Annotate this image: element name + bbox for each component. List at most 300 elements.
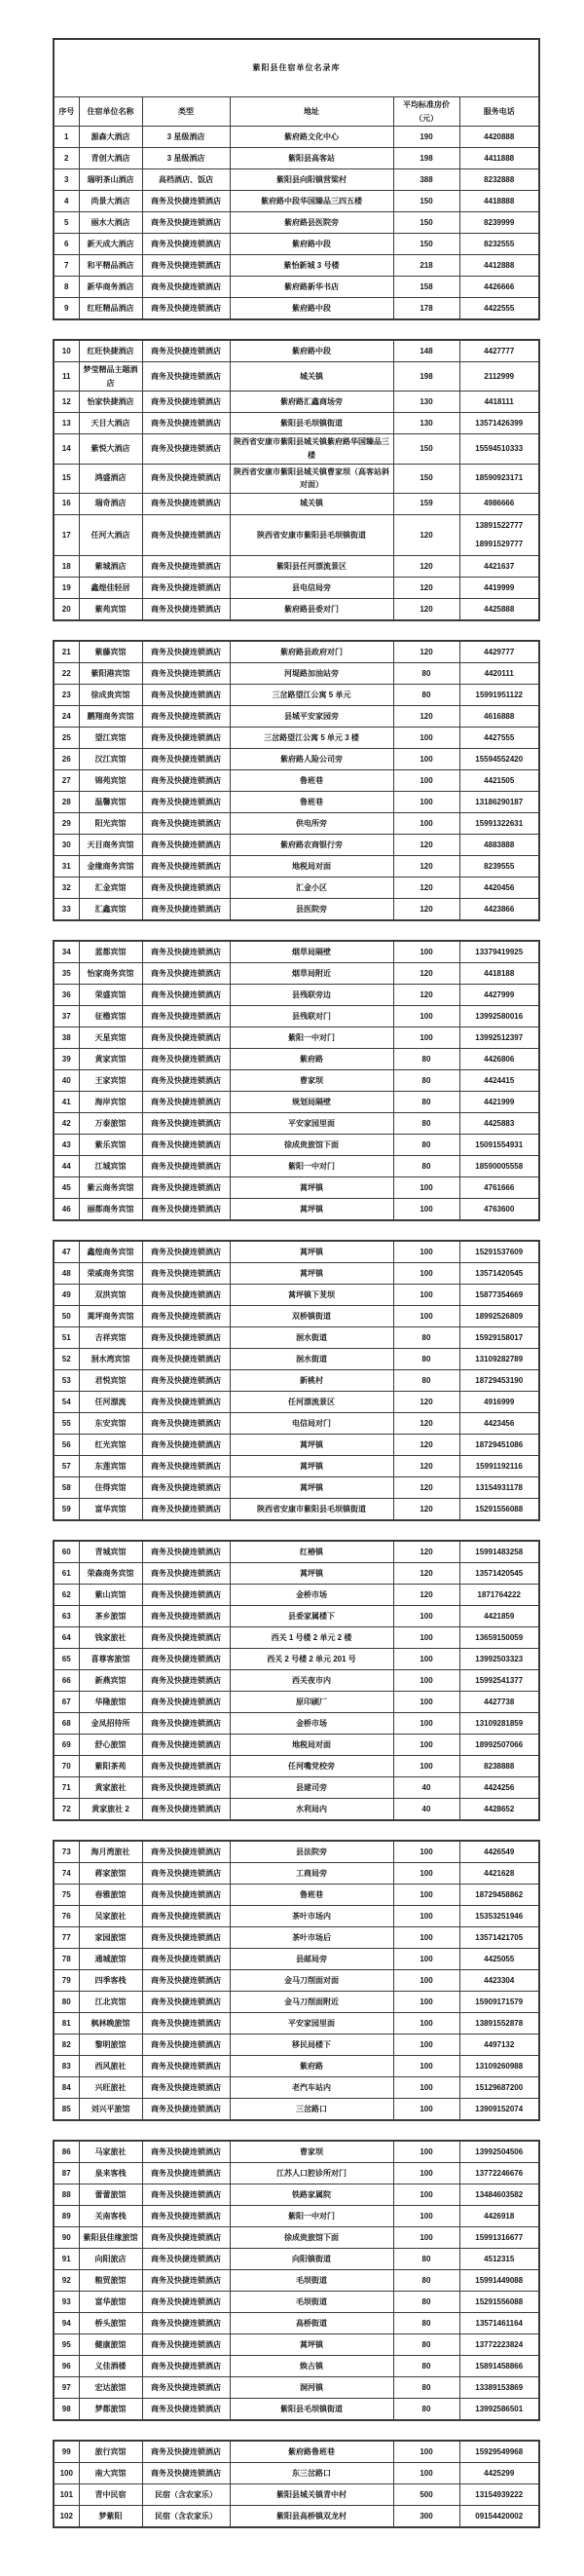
cell-seq: 80: [54, 1991, 79, 2012]
cell-address: 紫府路人险公司旁: [230, 748, 393, 769]
cell-address: 县残联对门: [230, 1005, 393, 1027]
cell-name: 双洪宾馆: [79, 1284, 142, 1305]
cell-address: 县邮局旁: [230, 1948, 393, 1969]
table-row: [54, 1541, 539, 1563]
cell-address: 老汽车站内: [230, 2076, 393, 2098]
cell-price: 120: [393, 1476, 459, 1498]
cell-type: 商务及快捷连锁酒店: [142, 662, 230, 684]
cell-type: 商务及快捷连锁酒店: [142, 1691, 230, 1712]
table-row: [54, 1605, 539, 1626]
cell-phone: 15353251946: [459, 1905, 539, 1926]
cell-price: 100: [393, 1841, 459, 1863]
cell-seq: 57: [54, 1455, 79, 1476]
cell-address: 金马刀削面附近: [230, 1991, 393, 2012]
cell-seq: 102: [54, 2505, 79, 2527]
table-row: [54, 1069, 539, 1091]
cell-price: 500: [393, 2483, 459, 2505]
cell-phone: 4428652: [459, 1798, 539, 1820]
cell-phone: 8239555: [459, 855, 539, 877]
table-row: [54, 1326, 539, 1348]
cell-type: 商务及快捷连锁酒店: [142, 1776, 230, 1798]
cell-price: 218: [393, 255, 459, 277]
cell-address: 紫府路农商银行旁: [230, 834, 393, 855]
cell-price: 100: [393, 1669, 459, 1691]
cell-type: 商务及快捷连锁酒店: [142, 298, 230, 320]
column-header-seq: 序号: [54, 97, 79, 127]
cell-address: 焕古镇: [230, 2355, 393, 2376]
cell-address: 双桥镇街道: [230, 1305, 393, 1326]
cell-phone: 13109260988: [459, 2055, 539, 2076]
directory-table-page-1: [53, 38, 540, 320]
cell-type: 商务及快捷连锁酒店: [142, 413, 230, 434]
table-row: [54, 748, 539, 769]
cell-name: 温馨宾馆: [79, 791, 142, 812]
cell-price: 100: [393, 1648, 459, 1669]
cell-seq: 10: [54, 340, 79, 362]
cell-type: 商务及快捷连锁酒店: [142, 392, 230, 413]
table-row: [54, 413, 539, 434]
cell-phone: 4497132: [459, 2034, 539, 2055]
cell-name: 汇鑫宾馆: [79, 898, 142, 920]
cell-seq: 100: [54, 2462, 79, 2483]
cell-type: 商务及快捷连锁酒店: [142, 2248, 230, 2269]
cell-price: 120: [393, 577, 459, 598]
cell-type: 商务及快捷连锁酒店: [142, 2184, 230, 2205]
cell-phone: 18590005558: [459, 1155, 539, 1176]
cell-type: 商务及快捷连锁酒店: [142, 962, 230, 984]
table-row: [54, 1134, 539, 1155]
table-row: [54, 362, 539, 392]
cell-price: 100: [393, 812, 459, 834]
cell-seq: 17: [54, 514, 79, 555]
cell-phone: 15594552420: [459, 748, 539, 769]
cell-address: 茶叶市场内: [230, 1905, 393, 1926]
table-row: [54, 1391, 539, 1412]
table-row: [54, 898, 539, 920]
cell-name: 海月湾旅社: [79, 1841, 142, 1863]
directory-table-page-9: [53, 2440, 540, 2528]
table-row: [54, 1584, 539, 1605]
table-row: [54, 1455, 539, 1476]
cell-phone: 4424415: [459, 1069, 539, 1091]
cell-name: 青中民宿: [79, 2483, 142, 2505]
cell-name: 紫乐宾馆: [79, 1134, 142, 1155]
cell-type: 商务及快捷连锁酒店: [142, 812, 230, 834]
cell-seq: 87: [54, 2162, 79, 2184]
directory-table-page-3: [53, 640, 540, 921]
cell-price: 80: [393, 1134, 459, 1155]
cell-seq: 68: [54, 1712, 79, 1734]
cell-price: 150: [393, 191, 459, 212]
header-row: [54, 97, 539, 127]
cell-price: 100: [393, 2205, 459, 2226]
table-row: [54, 1862, 539, 1884]
cell-name: 梦都旅馆: [79, 2398, 142, 2420]
cell-address: 紫阳县任河漂流景区: [230, 555, 393, 577]
cell-phone: 4427555: [459, 727, 539, 748]
cell-phone: 15991322631: [459, 812, 539, 834]
cell-phone: 4423456: [459, 1412, 539, 1434]
cell-seq: 13: [54, 413, 79, 434]
cell-address: 紫阳县高客站: [230, 148, 393, 169]
cell-price: 100: [393, 2226, 459, 2248]
cell-phone: 15909171579: [459, 1991, 539, 2012]
cell-name: 荣盛宾馆: [79, 984, 142, 1005]
cell-phone: 4426918: [459, 2205, 539, 2226]
cell-seq: 75: [54, 1884, 79, 1905]
cell-address: 蒿坪镇: [230, 1241, 393, 1263]
cell-type: 商务及快捷连锁酒店: [142, 1734, 230, 1755]
directory-table-page-6: [53, 1540, 540, 1821]
cell-name: 四季客栈: [79, 1969, 142, 1991]
table-row: [54, 2184, 539, 2205]
cell-name: 丽都商务宾馆: [79, 1198, 142, 1220]
cell-name: 瑞奇酒店: [79, 493, 142, 514]
table-row: [54, 234, 539, 255]
cell-address: 河堤路加油站旁: [230, 662, 393, 684]
cell-type: 商务及快捷连锁酒店: [142, 769, 230, 791]
table-row: [54, 2012, 539, 2034]
cell-phone: 09154420002: [459, 2505, 539, 2527]
cell-name: 新天成大酒店: [79, 234, 142, 255]
cell-type: 商务及快捷连锁酒店: [142, 1027, 230, 1048]
table-row: [54, 514, 539, 555]
cell-name: 黎明旅馆: [79, 2034, 142, 2055]
cell-type: 商务及快捷连锁酒店: [142, 791, 230, 812]
cell-phone: 18729453190: [459, 1369, 539, 1391]
cell-phone: 4883888: [459, 834, 539, 855]
table-row: [54, 191, 539, 212]
cell-seq: 37: [54, 1005, 79, 1027]
cell-name: 望江宾馆: [79, 727, 142, 748]
cell-name: 和平精品酒店: [79, 255, 142, 277]
cell-address: 紫府路汇鑫商场旁: [230, 392, 393, 413]
cell-price: 100: [393, 1862, 459, 1884]
cell-address: 毛坝街道: [230, 2291, 393, 2312]
cell-price: 120: [393, 1562, 459, 1584]
cell-phone: 8239999: [459, 212, 539, 234]
cell-address: 平安家园里面: [230, 1112, 393, 1134]
cell-address: 县委家属楼下: [230, 1605, 393, 1626]
directory-table-page-2: [53, 339, 540, 621]
cell-price: 100: [393, 1005, 459, 1027]
cell-type: 商务及快捷连锁酒店: [142, 2333, 230, 2355]
table-row: [54, 2505, 539, 2527]
cell-name: 鹏翔商务宾馆: [79, 705, 142, 727]
cell-phone: 13992580016: [459, 1005, 539, 1027]
cell-phone: 4418111: [459, 392, 539, 413]
cell-seq: 81: [54, 2012, 79, 2034]
table-row: [54, 877, 539, 898]
cell-phone: 15594510333: [459, 434, 539, 464]
cell-seq: 21: [54, 641, 79, 663]
table-row: [54, 2205, 539, 2226]
cell-address: 紫府路中段: [230, 234, 393, 255]
cell-name: 天目大酒店: [79, 413, 142, 434]
cell-seq: 52: [54, 1348, 79, 1369]
cell-phone: 4424256: [459, 1776, 539, 1798]
cell-address: 洞河镇: [230, 2376, 393, 2398]
cell-seq: 92: [54, 2269, 79, 2291]
cell-seq: 101: [54, 2483, 79, 2505]
cell-address: 陕西省安康市紫阳县城关镇曹家坝（高客站斜对面）: [230, 464, 393, 493]
cell-address: 烟草局附近: [230, 962, 393, 984]
cell-price: 80: [393, 684, 459, 705]
cell-phone: 13992586501: [459, 2398, 539, 2420]
cell-price: 100: [393, 2098, 459, 2120]
cell-address: 红椿镇: [230, 1541, 393, 1563]
cell-price: 80: [393, 1069, 459, 1091]
cell-type: 商务及快捷连锁酒店: [142, 1841, 230, 1863]
cell-price: 100: [393, 941, 459, 963]
cell-address: 县法院旁: [230, 1841, 393, 1863]
table-row: [54, 962, 539, 984]
cell-phone: 1871764222: [459, 1584, 539, 1605]
table-row: [54, 2055, 539, 2076]
table-row: [54, 641, 539, 663]
cell-phone: 15877354669: [459, 1284, 539, 1305]
cell-price: 80: [393, 2333, 459, 2355]
table-row: [54, 2355, 539, 2376]
cell-price: 120: [393, 984, 459, 1005]
cell-price: 150: [393, 234, 459, 255]
table-row: [54, 1198, 539, 1220]
cell-type: 商务及快捷连锁酒店: [142, 1905, 230, 1926]
cell-address: 洄水街道: [230, 1326, 393, 1348]
cell-address: 紫府路县委对门: [230, 598, 393, 620]
table-row: [54, 662, 539, 684]
cell-name: 汉江宾馆: [79, 748, 142, 769]
cell-phone: 4761666: [459, 1176, 539, 1198]
cell-type: 商务及快捷连锁酒店: [142, 1498, 230, 1520]
cell-price: 100: [393, 1027, 459, 1048]
cell-type: 商务及快捷连锁酒店: [142, 212, 230, 234]
cell-seq: 93: [54, 2291, 79, 2312]
table-row: [54, 2312, 539, 2333]
cell-phone: 13109282789: [459, 1348, 539, 1369]
cell-seq: 24: [54, 705, 79, 727]
cell-type: 商务及快捷连锁酒店: [142, 340, 230, 362]
directory-table-page-7: [53, 1840, 540, 2121]
cell-phone: 2112999: [459, 362, 539, 392]
cell-phone: 4916999: [459, 1391, 539, 1412]
table-row: [54, 298, 539, 320]
cell-phone: 15929549968: [459, 2441, 539, 2463]
cell-seq: 86: [54, 2141, 79, 2163]
cell-address: 洄水街道: [230, 1348, 393, 1369]
table-row: [54, 1991, 539, 2012]
cell-phone: 18729451086: [459, 1434, 539, 1455]
cell-phone: 4427738: [459, 1691, 539, 1712]
table-row: [54, 555, 539, 577]
cell-name: 紫阳县佳缘旅馆: [79, 2226, 142, 2248]
table-row: [54, 2291, 539, 2312]
table-row: [54, 1691, 539, 1712]
cell-name: 丽水大酒店: [79, 212, 142, 234]
cell-price: 120: [393, 514, 459, 555]
cell-address: 紫阳县毛坝镇街道: [230, 413, 393, 434]
column-header-price: 平均标准房价（元）: [393, 97, 459, 127]
cell-type: 商务及快捷连锁酒店: [142, 834, 230, 855]
cell-seq: 28: [54, 791, 79, 812]
cell-name: 富华宾馆: [79, 1498, 142, 1520]
cell-price: 120: [393, 877, 459, 898]
cell-address: 蒿坪镇: [230, 1476, 393, 1498]
cell-seq: 72: [54, 1798, 79, 1820]
cell-seq: 89: [54, 2205, 79, 2226]
cell-phone: 4427777: [459, 340, 539, 362]
cell-type: 商务及快捷连锁酒店: [142, 2398, 230, 2420]
table-row: [54, 812, 539, 834]
cell-price: 120: [393, 898, 459, 920]
table-row: [54, 598, 539, 620]
cell-price: 100: [393, 1948, 459, 1969]
table-row: [54, 1241, 539, 1263]
cell-phone: 13992504506: [459, 2141, 539, 2163]
cell-address: 铁路家属院: [230, 2184, 393, 2205]
table-row: [54, 727, 539, 748]
cell-seq: 70: [54, 1755, 79, 1776]
cell-type: 商务及快捷连锁酒店: [142, 1348, 230, 1369]
cell-name: 刘兴平旅馆: [79, 2098, 142, 2120]
cell-name: 尚景大酒店: [79, 191, 142, 212]
table-row: [54, 1369, 539, 1391]
cell-type: 3 星级酒店: [142, 148, 230, 169]
table-row: [54, 2483, 539, 2505]
cell-price: 120: [393, 1455, 459, 1476]
cell-price: 130: [393, 413, 459, 434]
cell-type: 商务及快捷连锁酒店: [142, 1862, 230, 1884]
cell-price: 120: [393, 705, 459, 727]
table-row: [54, 1412, 539, 1434]
cell-phone: 18992507066: [459, 1734, 539, 1755]
table-row: [54, 1305, 539, 1326]
cell-seq: 39: [54, 1048, 79, 1069]
cell-seq: 82: [54, 2034, 79, 2055]
cell-address: 西关夜市内: [230, 1669, 393, 1691]
cell-price: 100: [393, 2162, 459, 2184]
cell-phone: 4425888: [459, 598, 539, 620]
cell-type: 商务及快捷连锁酒店: [142, 1326, 230, 1348]
cell-phone: 4422555: [459, 298, 539, 320]
cell-address: 东三岔路口: [230, 2462, 393, 2483]
table-row: [54, 1926, 539, 1948]
cell-seq: 33: [54, 898, 79, 920]
cell-name: 青城宾馆: [79, 1541, 142, 1563]
cell-price: 100: [393, 1284, 459, 1305]
cell-phone: 4423304: [459, 1969, 539, 1991]
table-row: [54, 340, 539, 362]
cell-address: 金桥市场: [230, 1712, 393, 1734]
cell-type: 商务及快捷连锁酒店: [142, 1069, 230, 1091]
cell-type: 商务及快捷连锁酒店: [142, 2269, 230, 2291]
cell-type: 商务及快捷连锁酒店: [142, 2226, 230, 2248]
cell-price: 130: [393, 392, 459, 413]
cell-price: 100: [393, 1176, 459, 1198]
cell-address: 徐成贵旅馆下面: [230, 1134, 393, 1155]
cell-seq: 18: [54, 555, 79, 577]
cell-type: 商务及快捷连锁酒店: [142, 1541, 230, 1563]
cell-seq: 11: [54, 362, 79, 392]
cell-name: 蒿坪商务宾馆: [79, 1305, 142, 1326]
cell-name: 王家宾馆: [79, 1069, 142, 1091]
cell-type: 商务及快捷连锁酒店: [142, 1305, 230, 1326]
cell-phone: 15992541377: [459, 1669, 539, 1691]
cell-seq: 32: [54, 877, 79, 898]
cell-phone: 4427999: [459, 984, 539, 1005]
cell-type: 商务及快捷连锁酒店: [142, 1048, 230, 1069]
cell-address: 曹家坝: [230, 2141, 393, 2163]
cell-phone: 4421505: [459, 769, 539, 791]
cell-address: 紫府路县政府对门: [230, 641, 393, 663]
cell-name: 紫阳茶苑: [79, 1755, 142, 1776]
cell-type: 商务及快捷连锁酒店: [142, 2291, 230, 2312]
cell-type: 商务及快捷连锁酒店: [142, 2462, 230, 2483]
table-row: [54, 1112, 539, 1134]
cell-price: 80: [393, 2312, 459, 2333]
table-row: [54, 2226, 539, 2248]
table-row: [54, 2269, 539, 2291]
cell-seq: 40: [54, 1069, 79, 1091]
cell-price: 100: [393, 2076, 459, 2098]
cell-name: 住得宾馆: [79, 1476, 142, 1498]
table-row: [54, 1712, 539, 1734]
cell-address: 紫阳县高桥镇双龙村: [230, 2505, 393, 2527]
cell-phone: 15891458866: [459, 2355, 539, 2376]
cell-address: 紫阳一中对门: [230, 2205, 393, 2226]
cell-phone: 4763600: [459, 1198, 539, 1220]
table-row: [54, 1498, 539, 1520]
cell-name: 紫苑宾馆: [79, 598, 142, 620]
cell-seq: 66: [54, 1669, 79, 1691]
cell-phone: 4412888: [459, 255, 539, 277]
cell-seq: 91: [54, 2248, 79, 2269]
cell-price: 100: [393, 1198, 459, 1220]
cell-price: 100: [393, 2034, 459, 2055]
cell-name: 南大宾馆: [79, 2462, 142, 2483]
cell-name: 枫林晚旅馆: [79, 2012, 142, 2034]
cell-price: 80: [393, 2291, 459, 2312]
cell-address: 蒿坪镇: [230, 1176, 393, 1198]
cell-name: 紫藤宾馆: [79, 641, 142, 663]
cell-name: 鑫煌商务宾馆: [79, 1241, 142, 1263]
table-row: [54, 1841, 539, 1863]
cell-price: 100: [393, 791, 459, 812]
cell-address: 曹家坝: [230, 1069, 393, 1091]
cell-address: 紫府路文化中心: [230, 127, 393, 148]
cell-phone: 4421999: [459, 1091, 539, 1112]
cell-phone: 18729458862: [459, 1884, 539, 1905]
cell-phone: 4512315: [459, 2248, 539, 2269]
cell-name: 梦莹精品主题酒店: [79, 362, 142, 392]
cell-price: 120: [393, 1584, 459, 1605]
cell-type: 商务及快捷连锁酒店: [142, 1948, 230, 1969]
cell-phone: 18992526809: [459, 1305, 539, 1326]
table-row: [54, 1476, 539, 1498]
cell-price: 80: [393, 1091, 459, 1112]
cell-type: 商务及快捷连锁酒店: [142, 277, 230, 298]
cell-type: 商务及快捷连锁酒店: [142, 1755, 230, 1776]
cell-name: 新华商务酒店: [79, 277, 142, 298]
cell-address: 紫阳一中对门: [230, 1155, 393, 1176]
cell-phone: 13484603582: [459, 2184, 539, 2205]
cell-phone: 15929158017: [459, 1326, 539, 1348]
cell-name: 江北宾馆: [79, 1991, 142, 2012]
cell-price: 198: [393, 362, 459, 392]
cell-name: 征橹宾馆: [79, 1005, 142, 1027]
cell-address: 紫阳一中对门: [230, 1027, 393, 1048]
cell-phone: 13571426399: [459, 413, 539, 434]
